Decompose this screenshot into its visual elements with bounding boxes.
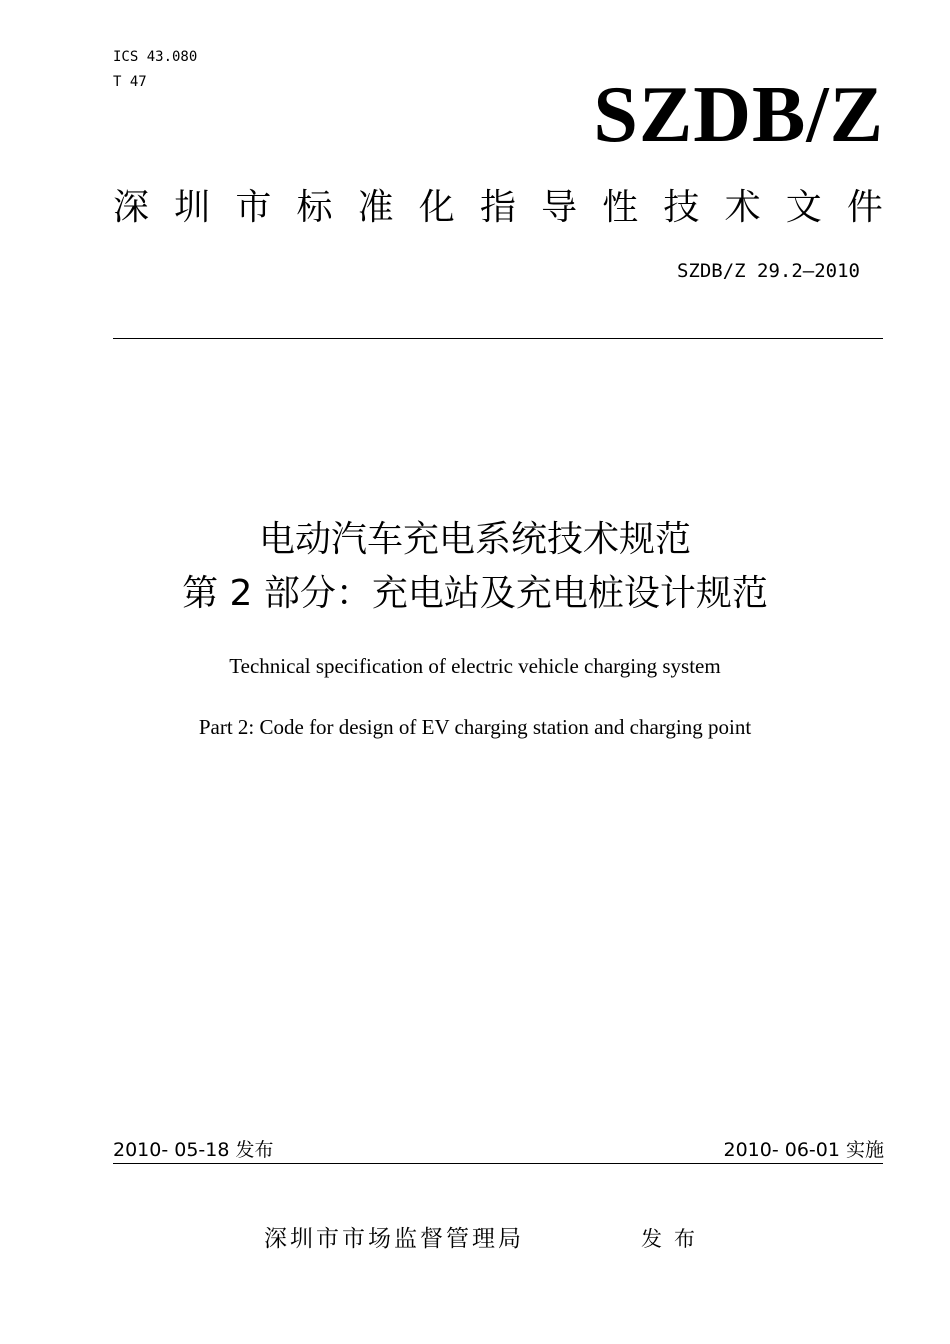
document-type	[113, 183, 883, 233]
title-english-line1: Technical specification of electric vehicle charging system	[229, 654, 721, 678]
document-type-char: 市	[235, 187, 272, 228]
implementation-date: 2010- 06-01 实施	[723, 1139, 884, 1161]
document-type-char: 深	[113, 187, 150, 228]
header-divider	[113, 338, 883, 339]
document-type-char: 性	[602, 187, 639, 228]
publish-label: 发布	[641, 1227, 707, 1251]
document-type-char: 圳	[174, 187, 211, 228]
ics-code: ICS 43.080	[113, 49, 198, 65]
document-type-char: 导	[541, 187, 578, 228]
document-type-char: 件	[846, 187, 883, 228]
document-number: SZDB/Z 29.2—2010	[676, 260, 860, 282]
issue-date: 2010- 05-18 发布	[113, 1139, 274, 1161]
standard-logo: SZDB/Z	[593, 71, 884, 159]
document-type-char: 指	[479, 187, 516, 228]
footer-divider	[113, 1163, 883, 1164]
document-type-char: 文	[785, 187, 822, 228]
title-english-line2: Part 2: Code for design of EV charging station and charging point	[198, 715, 752, 739]
publisher-name: 深圳市市场监督管理局	[264, 1226, 524, 1252]
title-chinese-line2: 第 2 部分：充电站及充电桩设计规范	[182, 573, 768, 614]
document-type-char: 术	[724, 187, 761, 228]
document-type-char: 技	[663, 187, 700, 228]
classification-code: T 47	[113, 74, 147, 90]
document-type-char: 标	[296, 187, 333, 228]
document-type-char: 准	[357, 187, 394, 228]
document-type-char: 化	[418, 187, 455, 228]
title-chinese-line1: 电动汽车充电系统技术规范	[258, 519, 691, 560]
